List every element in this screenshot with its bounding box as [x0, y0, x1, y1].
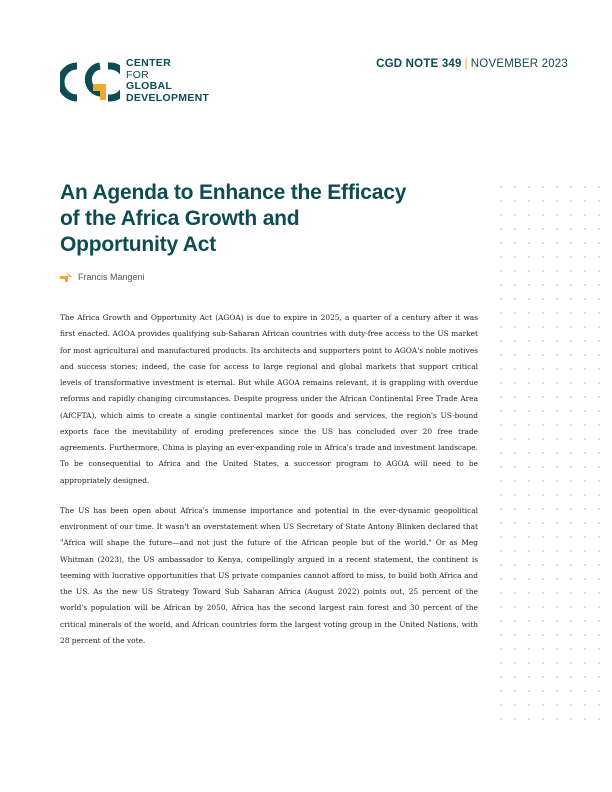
- paragraph-1: The Africa Growth and Opportunity Act (AGOA) is due to expire in 2025, a quarter of a century after it was first enacted. AGOA provides qualifying sub-Saharan African countries with duty-free access to the US market for most agricultural and manufactured products. Its architects and supporters point to AGOA's noble motives and success stories; indeed, the case for access to large regional and global markets that support critical levels of transformative investment is eternal. But while AGOA remains relevant, it is grappling with overdue reforms and rapidly changing circumstances. Despite progress under the African Continental Free Trade Area (AfCFTA), which aims to create a single continental market for goods and services, the region's US-bound exports face the inevitability of eroding preferences since the US has concluded over 20 free trade agreements. Furthermore, China is playing an ever-expanding role in Africa's trade and investment landscape. To be consequential to Africa and the United States, a successor program to AGOA will need to be appropriately designed.: [60, 313, 478, 485]
- note-date: NOVEMBER 2023: [470, 58, 568, 70]
- cgd-logo-mark: [60, 58, 120, 106]
- author-name: Francis Mangeni: [78, 272, 145, 282]
- note-id: CGD NOTE 349: [376, 58, 462, 70]
- page-title: An Agenda to Enhance the Efficacy of the Africa Growth and Opportunity Act: [60, 181, 407, 256]
- note-separator: |: [464, 58, 468, 70]
- org-name-line-3: GLOBAL: [126, 80, 173, 92]
- body-text: [60, 310, 478, 663]
- org-name: [126, 58, 209, 104]
- org-name-line-1: CENTER: [126, 57, 171, 69]
- paragraph-2: The US has been open about Africa's immense importance and potential in the ever-dynamic geopolitical environment of our time. It wasn't an overstatement when US Secretary of State Antony Blinken declared that "Africa will shape the future—and not just the future of the African people but of the world." Or as Meg Whitman (2023), the US ambassador to Kenya, compellingly argued in a recent statement, the continent is teeming with lucrative opportunities that US private companies cannot afford to miss, to build both Africa and the US. As the new US Strategy Toward Sub Saharan Africa (August 2022) points out, 25 percent of the world's population will be African by 2050, Africa has the second largest rain forest and 30 percent of the critical minerals of the world, and African countries form the largest voting group in the United Nations, with 28 percent of the vote.: [60, 505, 478, 645]
- note-meta: [376, 58, 568, 70]
- decorative-dot-grid: [494, 180, 606, 720]
- author-line: [60, 272, 145, 282]
- author-arrow-icon: [60, 272, 72, 282]
- org-name-line-2: FOR: [126, 68, 150, 81]
- org-name-line-4: DEVELOPMENT: [126, 91, 210, 104]
